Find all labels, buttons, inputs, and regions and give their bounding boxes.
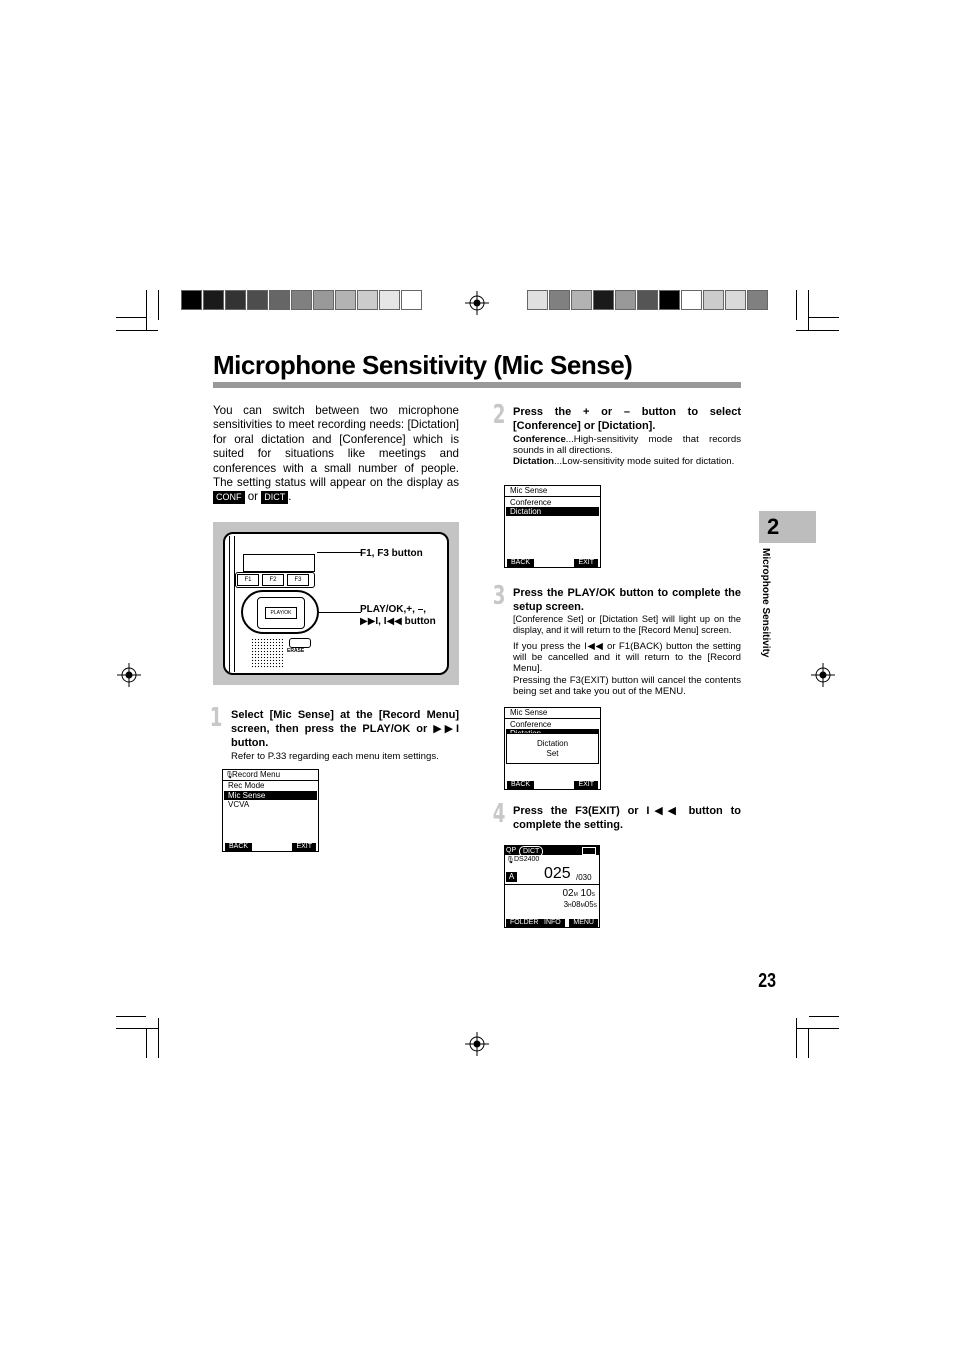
color-swatch [269,290,290,310]
conference-desc: ...High-sensitivity mode that records sounds in all directions. [513,434,741,457]
conf-badge: CONF [213,491,245,504]
f3-button: F3 [287,574,309,586]
intro-or: or [247,490,259,504]
color-swatch [659,290,680,310]
registration-target-icon [465,1032,489,1056]
registration-target-icon [465,291,489,315]
popup-line-1: Dictation [536,739,569,748]
color-swatch [615,290,636,310]
intro-end: . [288,490,292,504]
popup-line-2: Set [546,749,559,758]
color-swatch [637,290,658,310]
color-bar-right [527,290,769,312]
hours-unit: H [568,903,572,909]
option-conference: Conference [510,498,552,507]
dict-indicator: DICT [519,846,543,857]
color-swatch [571,290,592,310]
menu-softkey: MENU [569,919,598,927]
color-swatch [225,290,246,310]
erase-label: ERASE [287,648,305,654]
f1-f3-callout: F1, F3 button [360,548,423,559]
mic-icon: 🎙 [506,857,515,864]
title-underline [213,382,741,388]
color-swatch [203,290,224,310]
remaining-minutes: 08 [571,900,581,909]
color-swatch [247,290,268,310]
menu-item-selected: Mic Sense [224,791,317,800]
option-conference: Conference [510,720,552,729]
remaining-seconds: 05 [584,900,594,909]
chapter-number: 2 [767,514,780,539]
playok-callout: PLAY/OK,+, –, [360,604,427,615]
step-4-number: 4 [492,799,506,829]
elapsed-minutes: 02 [562,888,574,899]
main-display-screen [504,845,600,928]
folder-indicator: A [506,872,517,882]
step-3-body-3: Pressing the F3(EXIT) button will cancel the contents being set and take you out of the MENU. [513,675,741,698]
skip-callout: ▶▶I, I◀◀ button [360,616,436,627]
color-swatch [593,290,614,310]
remaining-time [564,900,597,909]
play-ok-button: PLAY/OK [265,607,297,619]
minutes-unit: M [580,903,585,909]
step-1-heading: Select [Mic Sense] at the [Record Menu] screen, then press the PLAY/OK or ▶▶I button. [231,709,459,749]
registration-target-icon [811,663,835,687]
color-swatch [681,290,702,310]
exit-softkey: EXIT [574,781,598,789]
step-3-heading: Press the PLAY/OK button to complete the setup screen. [513,587,741,613]
step-2-number: 2 [492,400,506,430]
remaining-hours: 3 [563,900,569,909]
step-1-number: 1 [209,703,223,733]
intro-text: You can switch between two microphone sensitivities to meet recording needs: [Dictation] for oral dictation and [Conference] which is suited for situations like meetings and conferences with a small number of people. The setting status will appear on the display as [213,404,459,490]
color-swatch [181,290,202,310]
chapter-title: Microphone Sensitivity [760,548,771,658]
color-swatch [747,290,768,310]
screen-title: Mic Sense [510,708,548,717]
exit-softkey: EXIT [292,843,316,851]
step-3-body-2: If you press the I◀◀ or F1(BACK) button the setting will be cancelled and it will return to the [Record Menu]. [513,641,741,675]
step-4-heading: Press the F3(EXIT) or I◀◀ button to complete the setting. [513,805,741,831]
color-bar-left [181,290,423,312]
page-title: Microphone Sensitivity (Mic Sense) [213,350,633,380]
file-number: 025 [544,865,571,882]
record-menu-screen [222,769,319,852]
page-number: 23 [758,970,777,992]
dictation-term: Dictation [513,456,555,468]
seconds-unit: S [593,903,597,909]
registration-target-icon [117,663,141,687]
elapsed-seconds: 10 [580,888,592,899]
step-2-heading: Press the + or – button to select [Conference] or [Dictation]. [513,406,741,432]
folder-softkey: FOLDER [506,919,542,927]
step-2-body [513,434,741,468]
mic-sense-screen [504,485,601,568]
color-swatch [357,290,378,310]
color-swatch [725,290,746,310]
color-swatch [291,290,312,310]
recorder-illustration [213,522,459,685]
color-swatch [703,290,724,310]
mic-sense-set-screen [504,707,601,790]
conference-term: Conference [513,434,566,445]
intro-paragraph [213,404,459,505]
mic-icon: 🎙 [225,772,234,779]
back-softkey: BACK [225,843,252,851]
dictation-desc: ...Low-sensitivity mode suited for dictation. [554,456,735,468]
minutes-unit: M [573,892,578,898]
option-dictation-selected: Dictation [506,507,599,516]
set-popup [506,733,599,764]
chapter-tab [759,511,816,543]
color-swatch [401,290,422,310]
color-swatch [549,290,570,310]
dict-badge: DICT [261,491,288,504]
color-swatch [313,290,334,310]
model-name: DS2400 [514,856,540,863]
menu-item: VCVA [228,800,250,809]
f2-button: F2 [262,574,284,586]
info-softkey: INFO [540,919,565,927]
color-swatch [379,290,400,310]
step-1-body: Refer to P.33 regarding each menu item settings. [231,751,439,762]
color-swatch [527,290,548,310]
step-3-body-1: [Conference Set] or [Dictation Set] will light up on the display, and it will return to the [Record Menu] screen. [513,614,741,636]
screen-title: Mic Sense [510,486,548,495]
back-softkey: BACK [507,559,534,567]
elapsed-time [562,888,595,899]
step-3-number: 3 [492,581,506,611]
qp-indicator: QP [506,847,517,854]
seconds-unit: S [591,892,595,898]
f1-button: F1 [237,574,259,586]
battery-icon [582,847,596,855]
screen-title: Record Menu [232,770,281,779]
back-softkey: BACK [507,781,534,789]
color-swatch [335,290,356,310]
file-total: /030 [576,873,592,882]
exit-softkey: EXIT [574,559,598,567]
menu-item: Rec Mode [228,781,265,790]
